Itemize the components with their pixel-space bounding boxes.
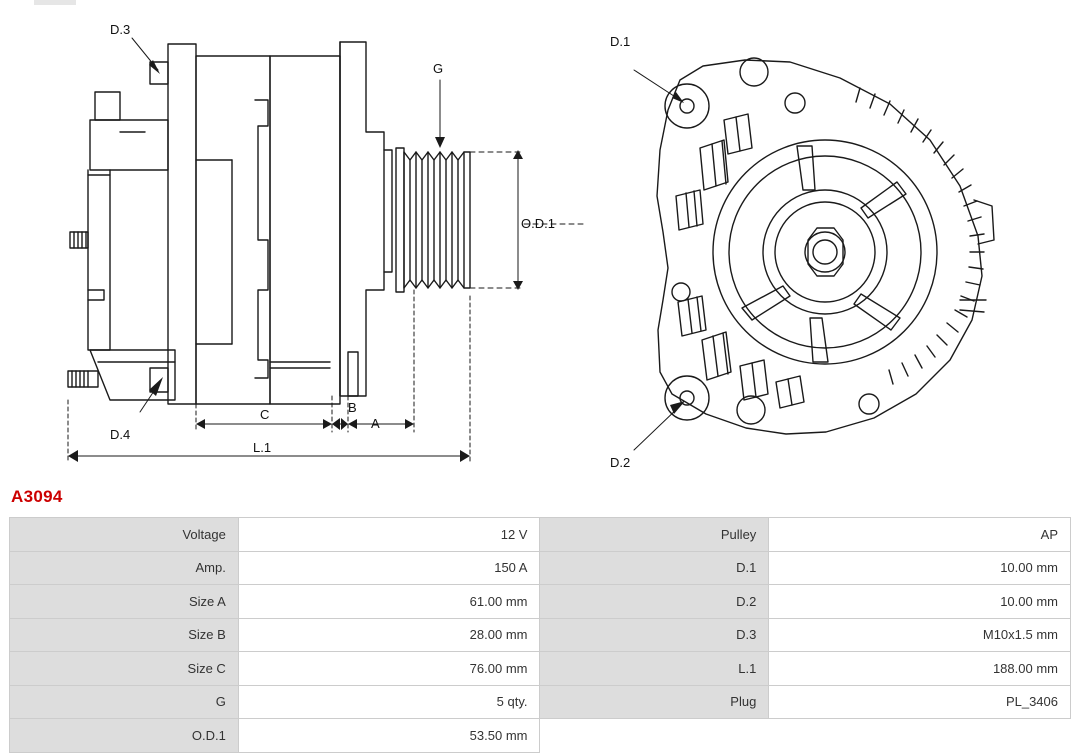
spec-label: D.1 [540,551,769,585]
spec-empty-cell [540,719,769,753]
label-l1: L.1 [253,440,272,455]
spec-label: Pulley [540,518,769,552]
spec-label: L.1 [540,652,769,686]
label-d3: D.3 [110,22,131,37]
table-row [10,652,1071,686]
spec-value: AP [769,518,1071,552]
spec-value: 188.00 mm [769,652,1071,686]
spec-value: 12 V [238,518,540,552]
spec-value: M10x1.5 mm [769,618,1071,652]
spec-value: 76.00 mm [238,652,540,686]
spec-value: 61.00 mm [238,585,540,619]
spec-label: D.2 [540,585,769,619]
spec-label: Plug [540,685,769,719]
label-c: C [260,407,270,422]
spec-label: Size B [10,618,239,652]
spec-label: G [10,685,239,719]
table-row [10,618,1071,652]
table-row [10,585,1071,619]
table-row [10,719,1071,753]
spec-empty-cell [769,719,1071,753]
spec-value: 53.50 mm [238,719,540,753]
spec-value: 150 A [238,551,540,585]
part-number: A3094 [11,487,63,506]
spec-value: 28.00 mm [238,618,540,652]
label-d2: D.2 [610,455,631,470]
specification-table [9,517,1071,753]
spec-label: D.3 [540,618,769,652]
table-row [10,551,1071,585]
spec-label: Size A [10,585,239,619]
label-od1: O.D.1 [521,216,555,231]
spec-label: Size C [10,652,239,686]
spec-value: 5 qty. [238,685,540,719]
spec-label: Amp. [10,551,239,585]
spec-value: 10.00 mm [769,585,1071,619]
label-a: A [371,416,380,431]
label-d4: D.4 [110,427,131,442]
label-g: G [433,61,444,76]
spec-value: 10.00 mm [769,551,1071,585]
table-row [10,518,1071,552]
label-d1: D.1 [610,34,631,49]
spec-label: O.D.1 [10,719,239,753]
label-b: B [348,400,357,415]
spec-label: Voltage [10,518,239,552]
table-row [10,685,1071,719]
spec-value: PL_3406 [769,685,1071,719]
